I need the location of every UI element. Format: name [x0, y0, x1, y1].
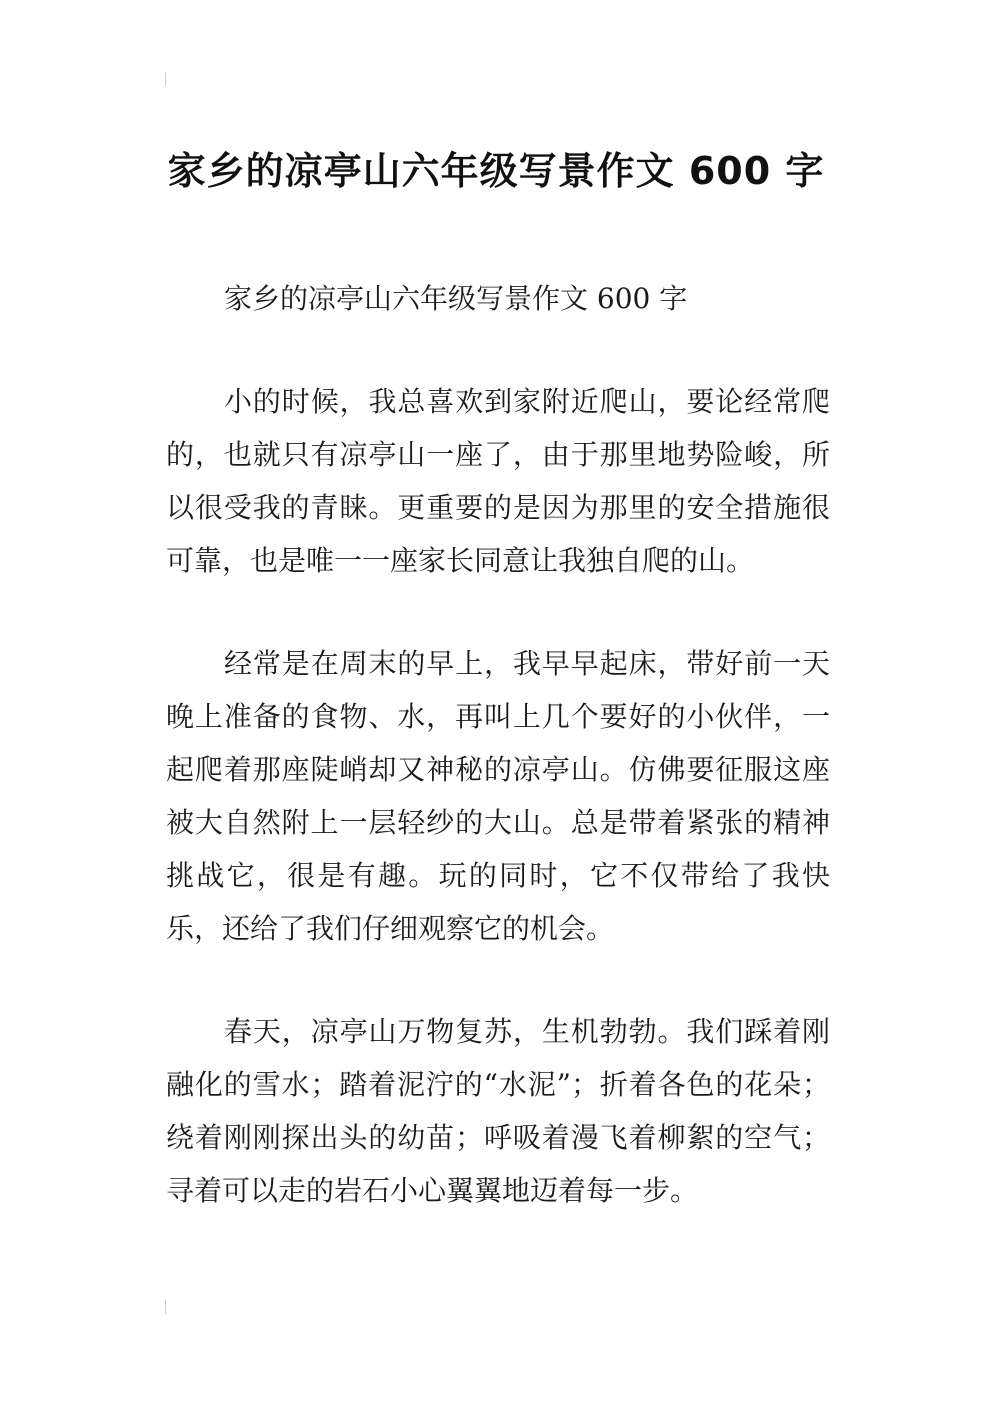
- page-corner-mark-bottom: [165, 1300, 166, 1314]
- document-title: 家乡的凉亭山六年级写景作文 600 字: [167, 149, 825, 194]
- paragraph-2: 经常是在周末的早上，我早早起床，带好前一天晚上准备的食物、水，再叫上几个要好的小伙伴，一起爬着那座陡峭却又神秘的凉亭山。仿佛要征服这座被大自然附上一层轻纱的大山。总是带着紧张的精神挑战它，很是有趣。玩的同时，它不仅带给了我快乐，还给了我们仔细观察它的机会。: [166, 647, 830, 945]
- document-body: [166, 272, 830, 1267]
- paragraph-1: 小的时候，我总喜欢到家附近爬山，要论经常爬的，也就只有凉亭山一座了，由于那里地势险峻，所以很受我的青睐。更重要的是因为那里的安全措施很可靠，也是唯一一座家长同意让我独自爬的山。: [166, 385, 830, 577]
- paragraph-3: 春天，凉亭山万物复苏，生机勃勃。我们踩着刚融化的雪水；踏着泥泞的“水泥”；折着各色的花朵；绕着刚刚探出头的幼苗；呼吸着漫飞着柳絮的空气；寻着可以走的岩石小心翼翼地迈着每一步。: [166, 1015, 830, 1207]
- page-corner-mark-top: [165, 72, 166, 86]
- document-subtitle: 家乡的凉亭山六年级写景作文 600 字: [224, 282, 688, 315]
